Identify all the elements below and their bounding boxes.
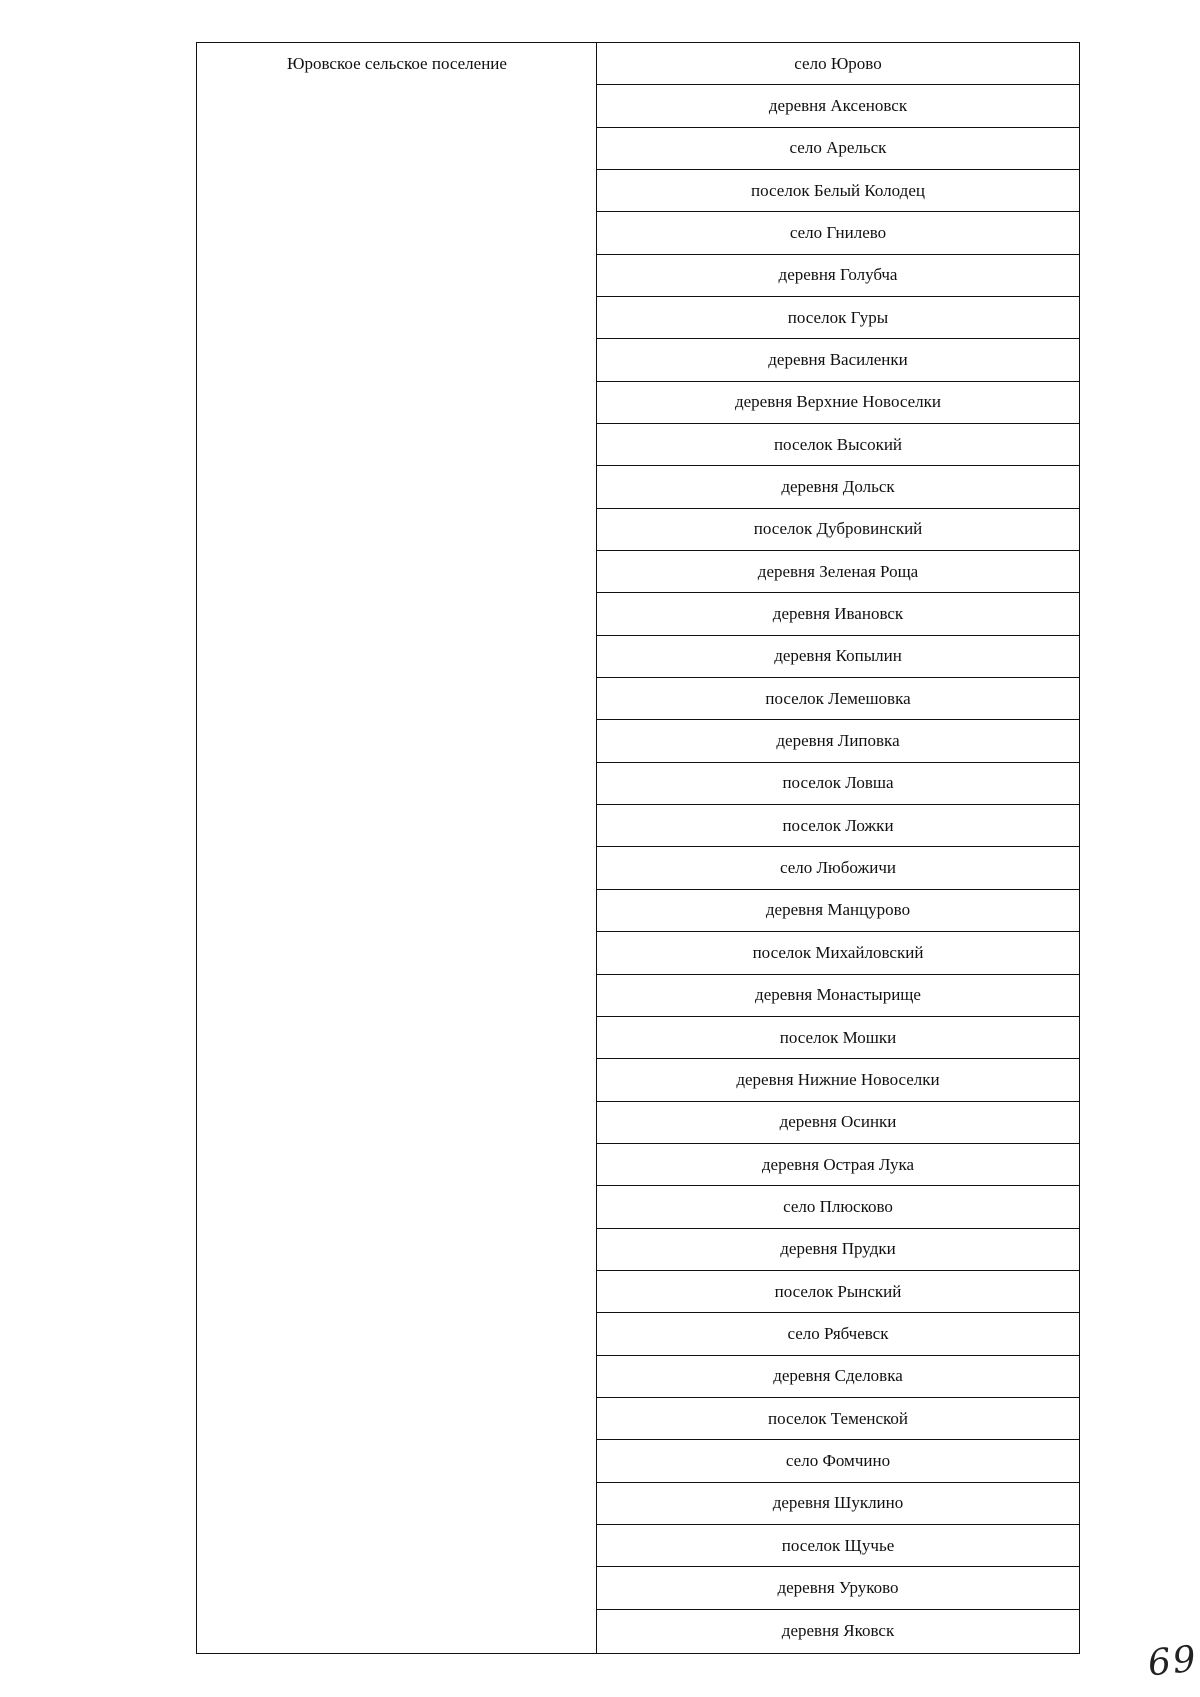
settlements-column [597, 43, 1079, 1653]
settlement-row [597, 848, 1079, 890]
settlement-row [597, 975, 1079, 1017]
settlement-row [597, 170, 1079, 212]
settlement-name: поселок Высокий [773, 434, 903, 454]
settlement-row [597, 382, 1079, 424]
settlement-name: село Гнилево [789, 223, 887, 243]
settlement-row [597, 890, 1079, 932]
settlement-name: деревня Копылин [774, 646, 902, 666]
settlement-row [597, 85, 1079, 127]
settlement-name: деревня Яковск [781, 1620, 895, 1640]
settlement-name: поселок Лемешовка [765, 688, 911, 708]
settlement-name: деревня Сделовка [773, 1366, 903, 1386]
settlement-name: поселок Рынский [774, 1281, 902, 1301]
municipality-name: Юровское сельское поселение [287, 54, 507, 73]
settlement-name: деревня Ивановск [772, 604, 904, 624]
settlement-row [597, 1102, 1079, 1144]
settlement-row [597, 212, 1079, 254]
settlement-row [597, 466, 1079, 508]
settlement-name: село Рябчевск [787, 1323, 889, 1343]
settlement-row [597, 1144, 1079, 1186]
settlement-name: поселок Ложки [782, 815, 894, 835]
settlement-row [597, 1017, 1079, 1059]
settlement-row [597, 932, 1079, 974]
settlement-name: деревня Верхние Новоселки [734, 392, 942, 412]
settlement-name: деревня Прудки [780, 1239, 896, 1259]
settlement-row [597, 1186, 1079, 1228]
settlement-row [597, 1398, 1079, 1440]
settlement-row [597, 297, 1079, 339]
settlements-table [196, 42, 1080, 1654]
settlement-name: село Плюсково [783, 1196, 893, 1216]
settlement-row [597, 1059, 1079, 1101]
settlement-row [597, 1356, 1079, 1398]
settlement-name: деревня Шуклино [772, 1493, 904, 1513]
settlement-row [597, 720, 1079, 762]
settlement-name: деревня Манцурово [765, 900, 911, 920]
settlement-name: поселок Белый Колодец [751, 180, 925, 200]
settlement-name: село Фомчино [785, 1450, 891, 1470]
municipality-cell [197, 43, 597, 1653]
settlement-name: село Юрово [794, 53, 882, 73]
settlement-row [597, 1610, 1079, 1652]
settlement-row [597, 636, 1079, 678]
settlement-name: поселок Ловша [782, 773, 894, 793]
settlement-name: деревня Василенки [768, 350, 908, 370]
settlement-name: деревня Уруково [777, 1577, 899, 1597]
settlement-name: деревня Дольск [781, 477, 895, 497]
settlement-name: деревня Нижние Новоселки [736, 1069, 940, 1089]
settlement-row [597, 551, 1079, 593]
settlement-name: деревня Осинки [779, 1112, 897, 1132]
settlement-row [597, 1440, 1079, 1482]
settlement-name: поселок Щучье [781, 1535, 895, 1555]
settlement-row [597, 1271, 1079, 1313]
settlement-name: поселок Мошки [779, 1027, 897, 1047]
settlement-row [597, 1483, 1079, 1525]
settlement-row [597, 1525, 1079, 1567]
settlement-name: деревня Голубча [778, 265, 898, 285]
settlement-row [597, 593, 1079, 635]
settlement-name: деревня Зеленая Роща [757, 561, 919, 581]
settlement-name: поселок Теменской [767, 1408, 909, 1428]
settlement-row [597, 763, 1079, 805]
settlement-row [597, 339, 1079, 381]
settlement-row [597, 424, 1079, 466]
settlement-name: деревня Монастырище [755, 985, 921, 1005]
settlement-name: деревня Острая Лука [761, 1154, 915, 1174]
settlement-row [597, 255, 1079, 297]
settlement-row [597, 128, 1079, 170]
settlement-name: деревня Аксеновск [768, 95, 908, 115]
settlement-row [597, 678, 1079, 720]
settlement-row [597, 805, 1079, 847]
settlement-row [597, 1567, 1079, 1609]
settlement-name: деревня Липовка [776, 731, 900, 751]
settlement-name: село Арельск [789, 138, 887, 158]
settlement-name: поселок Гуры [787, 307, 889, 327]
settlement-row [597, 43, 1079, 85]
settlement-row [597, 1313, 1079, 1355]
settlement-name: село Любожичи [780, 858, 896, 878]
settlement-name: поселок Михайловский [752, 942, 924, 962]
settlement-name: поселок Дубровинский [753, 519, 923, 539]
settlement-row [597, 509, 1079, 551]
settlement-row [597, 1229, 1079, 1271]
handwritten-page-number: 69 [1145, 1638, 1200, 1685]
